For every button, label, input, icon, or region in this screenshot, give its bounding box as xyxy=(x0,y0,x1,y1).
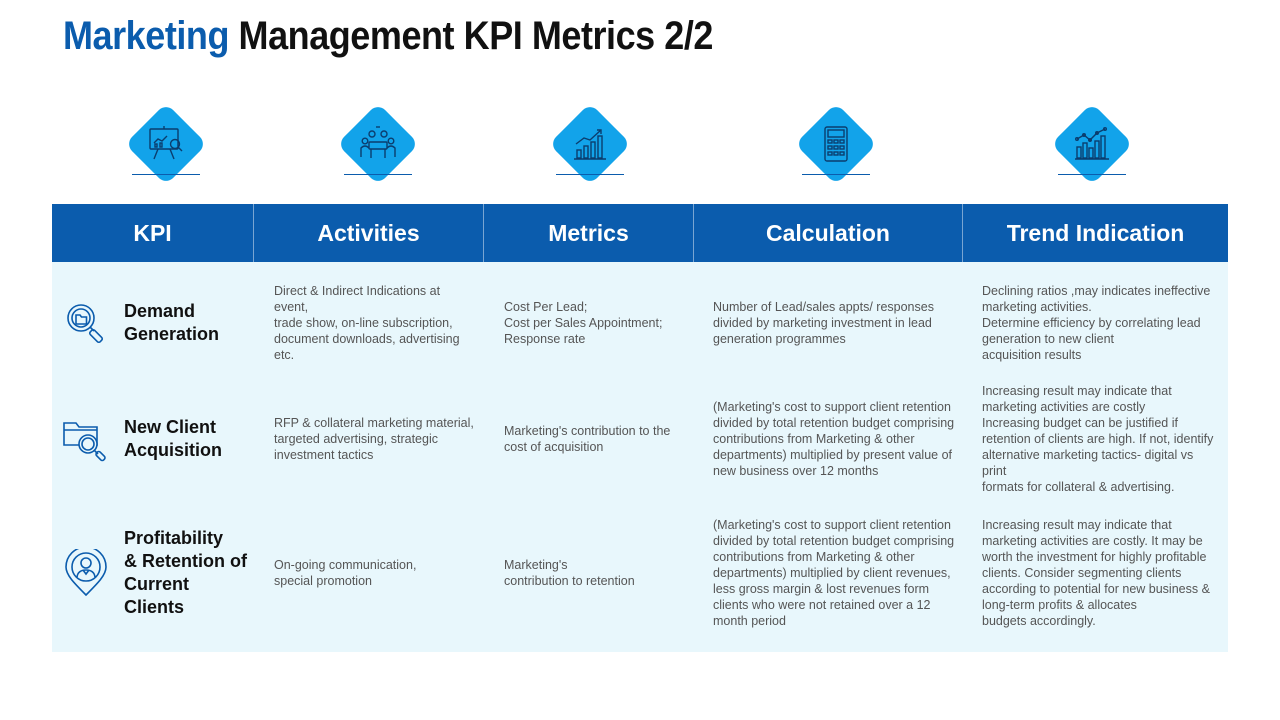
title-accent: Marketing xyxy=(63,14,229,58)
activities-cell: On-going communication, special promotion xyxy=(274,558,417,588)
activities-cell: RFP & collateral marketing material, targeted advertising, strategic investment tactics xyxy=(274,416,474,462)
kpi-label: Demand Generation xyxy=(124,301,220,344)
bar-trend-icon xyxy=(1072,124,1112,164)
trend-cell: Declining ratios ,may indicates ineffective marketing activities. Determine efficiency by correlating lead generation to new client acquisition results xyxy=(982,284,1211,362)
calculation-cell: Number of Lead/sales appts/ responses divided by marketing investment in lead generation programmes xyxy=(713,300,934,346)
table-body xyxy=(52,262,1228,652)
trend-column-icon-slot xyxy=(1042,104,1142,204)
header-metrics: Metrics xyxy=(484,204,694,262)
calculation-column-icon-slot xyxy=(786,104,886,204)
header-activities: Activities xyxy=(254,204,484,262)
header-kpi: KPI xyxy=(52,204,254,262)
metrics-column-icon-slot xyxy=(540,104,640,204)
kpi-label: New Client Acquisition xyxy=(124,417,222,460)
table-header xyxy=(52,204,1228,262)
kpi-label: Profitability & Retention of Current Clients xyxy=(124,528,247,617)
header-icons-row xyxy=(52,104,1228,204)
search-folder-icon xyxy=(62,299,110,347)
title-rest: Management KPI Metrics 2/2 xyxy=(228,14,714,58)
activities-column-icon-slot xyxy=(328,104,428,204)
calculation-cell: (Marketing's cost to support client retention divided by total retention budget comprising contributions from Marketing & other departments) multiplied by present value of new business over 12 months xyxy=(713,400,955,478)
activities-cell: Direct & Indirect Indications at event, trade show, on-line subscription, document downloads, advertising etc. xyxy=(274,284,460,362)
kpi-cell xyxy=(52,415,254,463)
kpi-cell xyxy=(52,299,254,347)
trend-cell: Increasing result may indicate that marketing activities are costly. It may be worth the investment for highly profitable clients. Consider segmenting clients according to potential for new business & long-term profits & allocates budgets accordingly. xyxy=(982,518,1210,628)
kpi-table xyxy=(52,204,1228,652)
team-meeting-icon xyxy=(358,124,398,164)
metrics-cell: Marketing's contribution to retention xyxy=(504,558,635,588)
presentation-chart-icon xyxy=(146,124,186,164)
growth-chart-icon xyxy=(570,124,610,164)
table-row xyxy=(52,376,1228,502)
kpi-column-icon-slot xyxy=(116,104,216,204)
metrics-cell: Cost Per Lead; Cost per Sales Appointment; Response rate xyxy=(504,300,663,346)
header-trend-indication: Trend Indication xyxy=(1006,219,1185,246)
calculator-icon xyxy=(816,124,856,164)
trend-cell: Increasing result may indicate that marketing activities are costly Increasing budget can be justified if retention of clients are high. If not, identify alternative marketing tactics- digital vs print formats for collateral & advertising. xyxy=(982,384,1214,494)
header-calculation: Calculation xyxy=(694,204,963,262)
folder-search-icon xyxy=(62,415,110,463)
metrics-cell: Marketing's contribution to the cost of acquisition xyxy=(504,424,671,454)
table-row xyxy=(52,502,1228,644)
client-location-icon xyxy=(62,549,110,597)
calculation-cell: (Marketing's cost to support client retention divided by total retention budget comprising contributions from Marketing & other departments) multiplied by client revenues, less gross margin & lost revenues form clients who were not retained over a 12 month period xyxy=(713,518,955,628)
page-title xyxy=(63,14,713,59)
table-row xyxy=(52,270,1228,376)
kpi-cell xyxy=(52,527,254,619)
